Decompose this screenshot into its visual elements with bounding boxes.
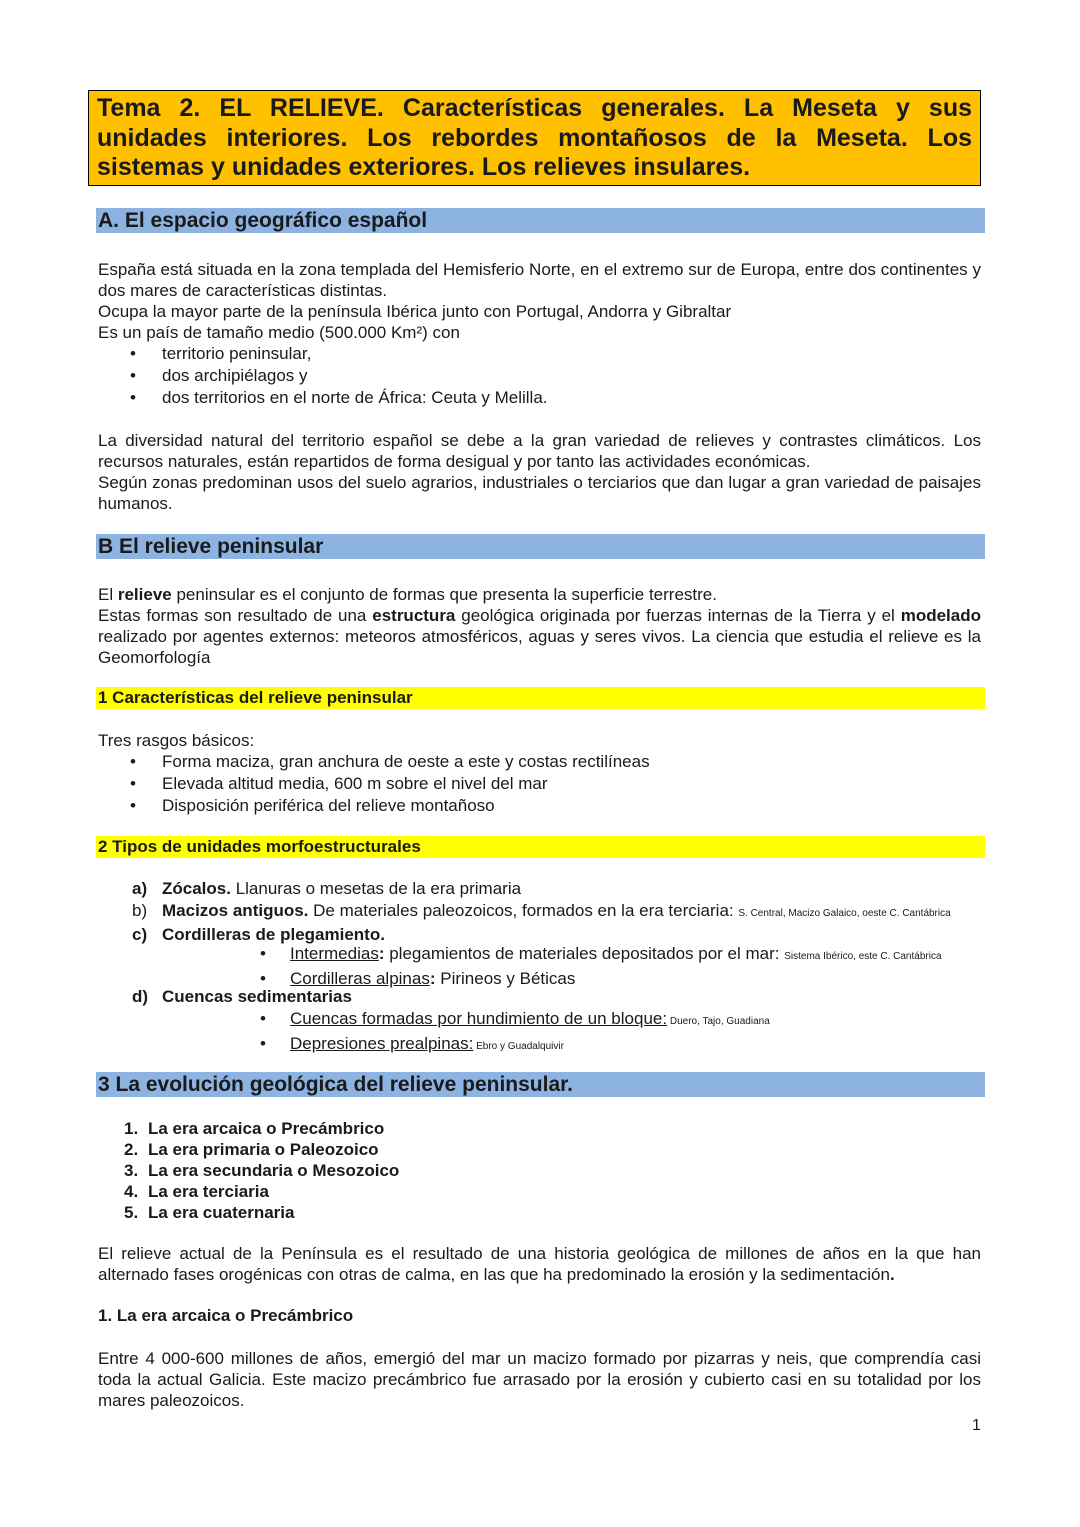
text: La era cuaternaria xyxy=(148,1203,295,1222)
list-item xyxy=(260,943,942,968)
small-note: Duero, Tajo, Guadiana xyxy=(667,1016,770,1027)
underlined-term: Cuencas formadas por hundimiento de un bloque: xyxy=(290,1009,668,1028)
list-item: • Forma maciza, gran anchura de oeste a este y costas rectilíneas xyxy=(130,751,650,773)
text: De materiales paleozoicos, formados en la era terciaria: xyxy=(308,900,739,920)
page-title: Tema 2. EL RELIEVE. Características generales. La Meseta y sus unidades interiores. Los rebordes montañosos de la Meseta. Los sistemas y unidades exteriores. Los relieves insulares. xyxy=(88,90,981,186)
list-marker: 1. xyxy=(124,1119,139,1138)
list-item xyxy=(132,900,951,925)
list-item xyxy=(124,1118,399,1139)
bold-term: relieve xyxy=(117,585,172,604)
list-marker: 2. xyxy=(124,1140,139,1159)
text: Llanuras o mesetas de la era primaria xyxy=(230,879,522,898)
bold-term: Zócalos. xyxy=(162,879,231,898)
bold-term: Cordilleras de plegamiento. xyxy=(162,925,385,944)
bold-term: Cuencas sedimentarias xyxy=(162,987,352,1006)
list-item xyxy=(124,1139,399,1160)
eras-list xyxy=(124,1118,399,1223)
section-heading-b: B El relieve peninsular xyxy=(96,534,985,559)
underlined-term: Cordilleras alpinas xyxy=(290,969,430,988)
text: El xyxy=(98,585,118,604)
list-item xyxy=(260,1008,770,1033)
small-note: Ebro y Guadalquivir xyxy=(473,1041,564,1052)
underlined-term: Depresiones prealpinas: xyxy=(290,1034,474,1053)
text: realizado por agentes externos: meteoros atmosféricos, aguas y seres vivos. La ciencia que estudia el relieve es la Geomorfología xyxy=(98,627,981,667)
morphostructural-list xyxy=(132,878,951,946)
list-item: • territorio peninsular, xyxy=(130,343,548,365)
list-item xyxy=(132,878,951,900)
page-number: 1 xyxy=(972,1417,981,1434)
list-item: • dos territorios en el norte de África: Ceuta y Melilla. xyxy=(130,387,548,409)
cuencas-sublist xyxy=(260,1008,770,1058)
text: La era arcaica o Precámbrico xyxy=(148,1119,385,1138)
bold-term: modelado xyxy=(900,606,981,625)
small-note: Sistema Ibérico, este C. Cantábrica xyxy=(784,951,942,962)
text: La era secundaria o Mesozoico xyxy=(148,1161,400,1180)
subsection-heading-2: 2 Tipos de unidades morfoestructurales xyxy=(96,836,985,858)
small-note: S. Central, Macizo Galaico, oeste C. Cantábrica xyxy=(738,907,951,919)
plegamiento-sublist xyxy=(260,943,942,990)
section-a-paragraph-1 xyxy=(98,259,981,343)
list-item: • dos archipiélagos y xyxy=(130,365,548,387)
text: plegamientos de materiales depositados por el mar: xyxy=(384,944,785,963)
sub3-paragraph xyxy=(98,1243,981,1285)
section-a-paragraph-2 xyxy=(98,430,981,514)
section-heading-a: A. El espacio geográfico español xyxy=(96,208,985,233)
list-marker: 3. xyxy=(124,1161,139,1180)
list-item xyxy=(124,1202,399,1223)
text: : xyxy=(378,944,385,963)
paragraph-text: Ocupa la mayor parte de la península Ibérica junto con Portugal, Andorra y Gibraltar xyxy=(98,302,732,321)
bold-term: Macizos antiguos. xyxy=(162,900,309,920)
subsection-heading-1: 1 Características del relieve peninsular xyxy=(96,687,985,709)
underlined-term: Intermedias xyxy=(290,944,379,963)
text: geológica originada por fuerzas internas de la Tierra y el xyxy=(455,606,901,625)
text: peninsular es el conjunto de formas que presenta la superficie terrestre. xyxy=(171,585,717,604)
paragraph-text: Según zonas predominan usos del suelo agrarios, industriales o terciarios que dan lugar a gran variedad de paisajes humanos. xyxy=(98,473,981,513)
precambrico-subheading: 1. La era arcaica o Precámbrico xyxy=(98,1306,354,1325)
text: . xyxy=(889,1265,895,1284)
text: El relieve actual de la Península es el resultado de una historia geológica de millones de años en la que han alternado fases orogénicas con otras de calma, en las que ha predominado la erosión y la sedimentación xyxy=(98,1244,981,1284)
list-item xyxy=(260,968,942,990)
list-marker: 4. xyxy=(124,1182,139,1201)
cuencas-item xyxy=(132,986,352,1008)
list-item xyxy=(132,986,352,1008)
text: Pirineos y Béticas xyxy=(435,969,576,988)
list-marker: d) xyxy=(132,987,149,1006)
text: La era primaria o Paleozoico xyxy=(148,1140,379,1159)
list-marker: a) xyxy=(132,879,148,898)
list-item xyxy=(124,1160,399,1181)
text: : xyxy=(429,969,436,988)
text: Estas formas son resultado de una xyxy=(98,606,373,625)
list-item: • Disposición periférica del relieve montañoso xyxy=(130,795,650,817)
sub1-bullet-list xyxy=(130,751,650,817)
bold-term: estructura xyxy=(372,606,456,625)
paragraph-text: Es un país de tamaño medio (500.000 Km²) con xyxy=(98,323,460,342)
paragraph-text: La diversidad natural del territorio español se debe a la gran variedad de relieves y contrastes climáticos. Los recursos naturales, están repartidos de forma desigual y por tanto las actividades económicas. xyxy=(98,431,981,471)
list-marker: c) xyxy=(132,925,148,944)
list-marker: 5. xyxy=(124,1203,139,1222)
text: La era terciaria xyxy=(148,1182,269,1201)
list-item xyxy=(124,1181,399,1202)
section-b-paragraph xyxy=(98,584,981,668)
paragraph-text: España está situada en la zona templada del Hemisferio Norte, en el extremo sur de Europa, entre dos continentes y dos mares de características distintas. xyxy=(98,260,981,300)
precambrico-paragraph: Entre 4 000-600 millones de años, emergió del mar un macizo formado por pizarras y neis, que comprendía casi toda la actual Galicia. Este macizo precámbrico fue arrasado por la erosión y cubierto casi en su totalidad por los mares paleozoicos. xyxy=(98,1349,981,1410)
list-item: • Elevada altitud media, 600 m sobre el nivel del mar xyxy=(130,773,650,795)
list-item xyxy=(260,1033,770,1058)
section-a-bullet-list xyxy=(130,343,548,409)
list-marker: b) xyxy=(132,900,148,920)
subsection-heading-3: 3 La evolución geológica del relieve peninsular. xyxy=(96,1072,985,1097)
sub1-intro: Tres rasgos básicos: xyxy=(98,731,255,750)
